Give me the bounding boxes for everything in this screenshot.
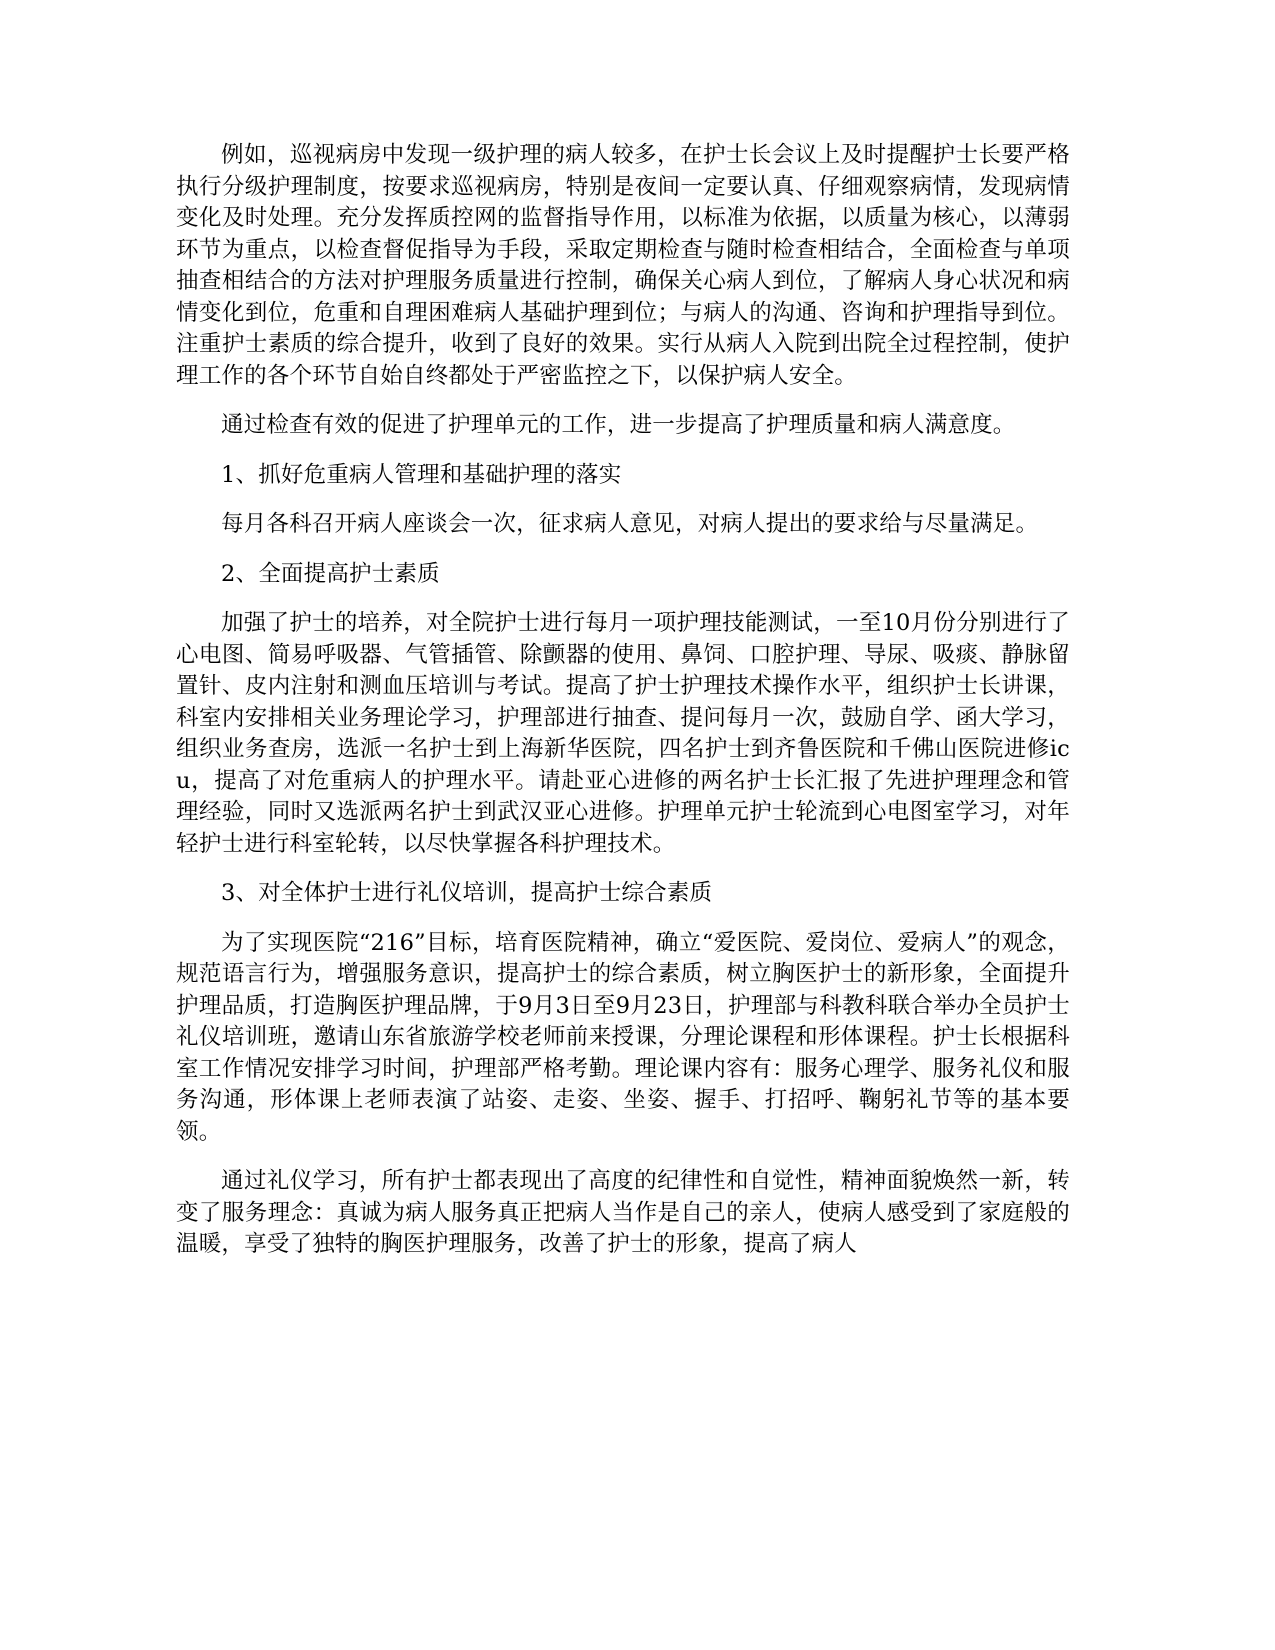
paragraph-inspection-example: 例如，巡视病房中发现一级护理的病人较多，在护士长会议上及时提醒护士长要严格执行分级护理制度，按要求巡视病房，特别是夜间一定要认真、仔细观察病情，发现病情变化及时处理。充分发挥质控网的监督指导作用，以标准为依据，以质量为核心，以薄弱环节为重点，以检查督促指导为手段，采取定期检查与随时检查相结合，全面检查与单项抽查相结合的方法对护理服务质量进行控制，确保关心病人到位，了解病人身心状况和病情变化到位，危重和自理困难病人基础护理到位；与病人的沟通、咨询和护理指导到位。注重护士素质的综合提升，收到了良好的效果。实行从病人入院到出院全过程控制，使护理工作的各个环节自始自终都处于严密监控之下，以保护病人安全。: [176, 142, 1070, 389]
paragraph-etiquette-result: 通过礼仪学习，所有护士都表现出了高度的纪律性和自觉性，精神面貌焕然一新，转变了服务理念：真诚为病人服务真正把病人当作是自己的亲人，使病人感受到了家庭般的温暖，享受了独特的胸医护理服务，改善了护士的形象，提高了病人: [176, 1168, 1070, 1257]
paragraph-nurse-training: 加强了护士的培养，对全院护士进行每月一项护理技能测试，一至10月份分别进行了心电图、简易呼吸器、气管插管、除颤器的使用、鼻饲、口腔护理、导尿、吸痰、静脉留置针、皮内注射和测血压培训与考试。提高了护士护理技术操作水平，组织护士长讲课，科室内安排相关业务理论学习，护理部进行抽查、提问每月一次，鼓励自学、函大学习，组织业务查房，选派一名护士到上海新华医院，四名护士到齐鲁医院和千佛山医院进修icu，提高了对危重病人的护理水平。请赴亚心进修的两名护士长汇报了先进护理理念和管理经验，同时又选派两名护士到武汉亚心进修。护理单元护士轮流到心电图室学习，对年轻护士进行科室轮转，以尽快掌握各科护理技术。: [176, 610, 1070, 857]
paragraph-etiquette-training: 为了实现医院“216”目标，培育医院精神，确立“爱医院、爱岗位、爱病人”的观念，规范语言行为，增强服务意识，提高护士的综合素质，树立胸医护士的新形象，全面提升护理品质，打造胸医护理品牌，于9月3日至9月23日，护理部与科教科联合举办全员护士礼仪培训班，邀请山东省旅游学校老师前来授课，分理论课程和形体课程。护士长根据科室工作情况安排学习时间，护理部严格考勤。理论课内容有：服务心理学、服务礼仪和服务沟通，形体课上老师表演了站姿、走姿、坐姿、握手、打招呼、鞠躬礼节等的基本要领。: [176, 929, 1070, 1145]
paragraph-patient-meeting: 每月各科召开病人座谈会一次，征求病人意见，对病人提出的要求给与尽量满足。: [221, 511, 1039, 537]
paragraph-inspection-result: 通过检查有效的促进了护理单元的工作，进一步提高了护理质量和病人满意度。: [221, 412, 1016, 438]
section-heading-3: 3、对全体护士进行礼仪培训，提高护士综合素质: [221, 880, 713, 906]
section-heading-1: 1、抓好危重病人管理和基础护理的落实: [221, 461, 622, 488]
document-body: [176, 140, 1070, 1279]
section-heading-2: 2、全面提高护士素质: [221, 560, 440, 587]
